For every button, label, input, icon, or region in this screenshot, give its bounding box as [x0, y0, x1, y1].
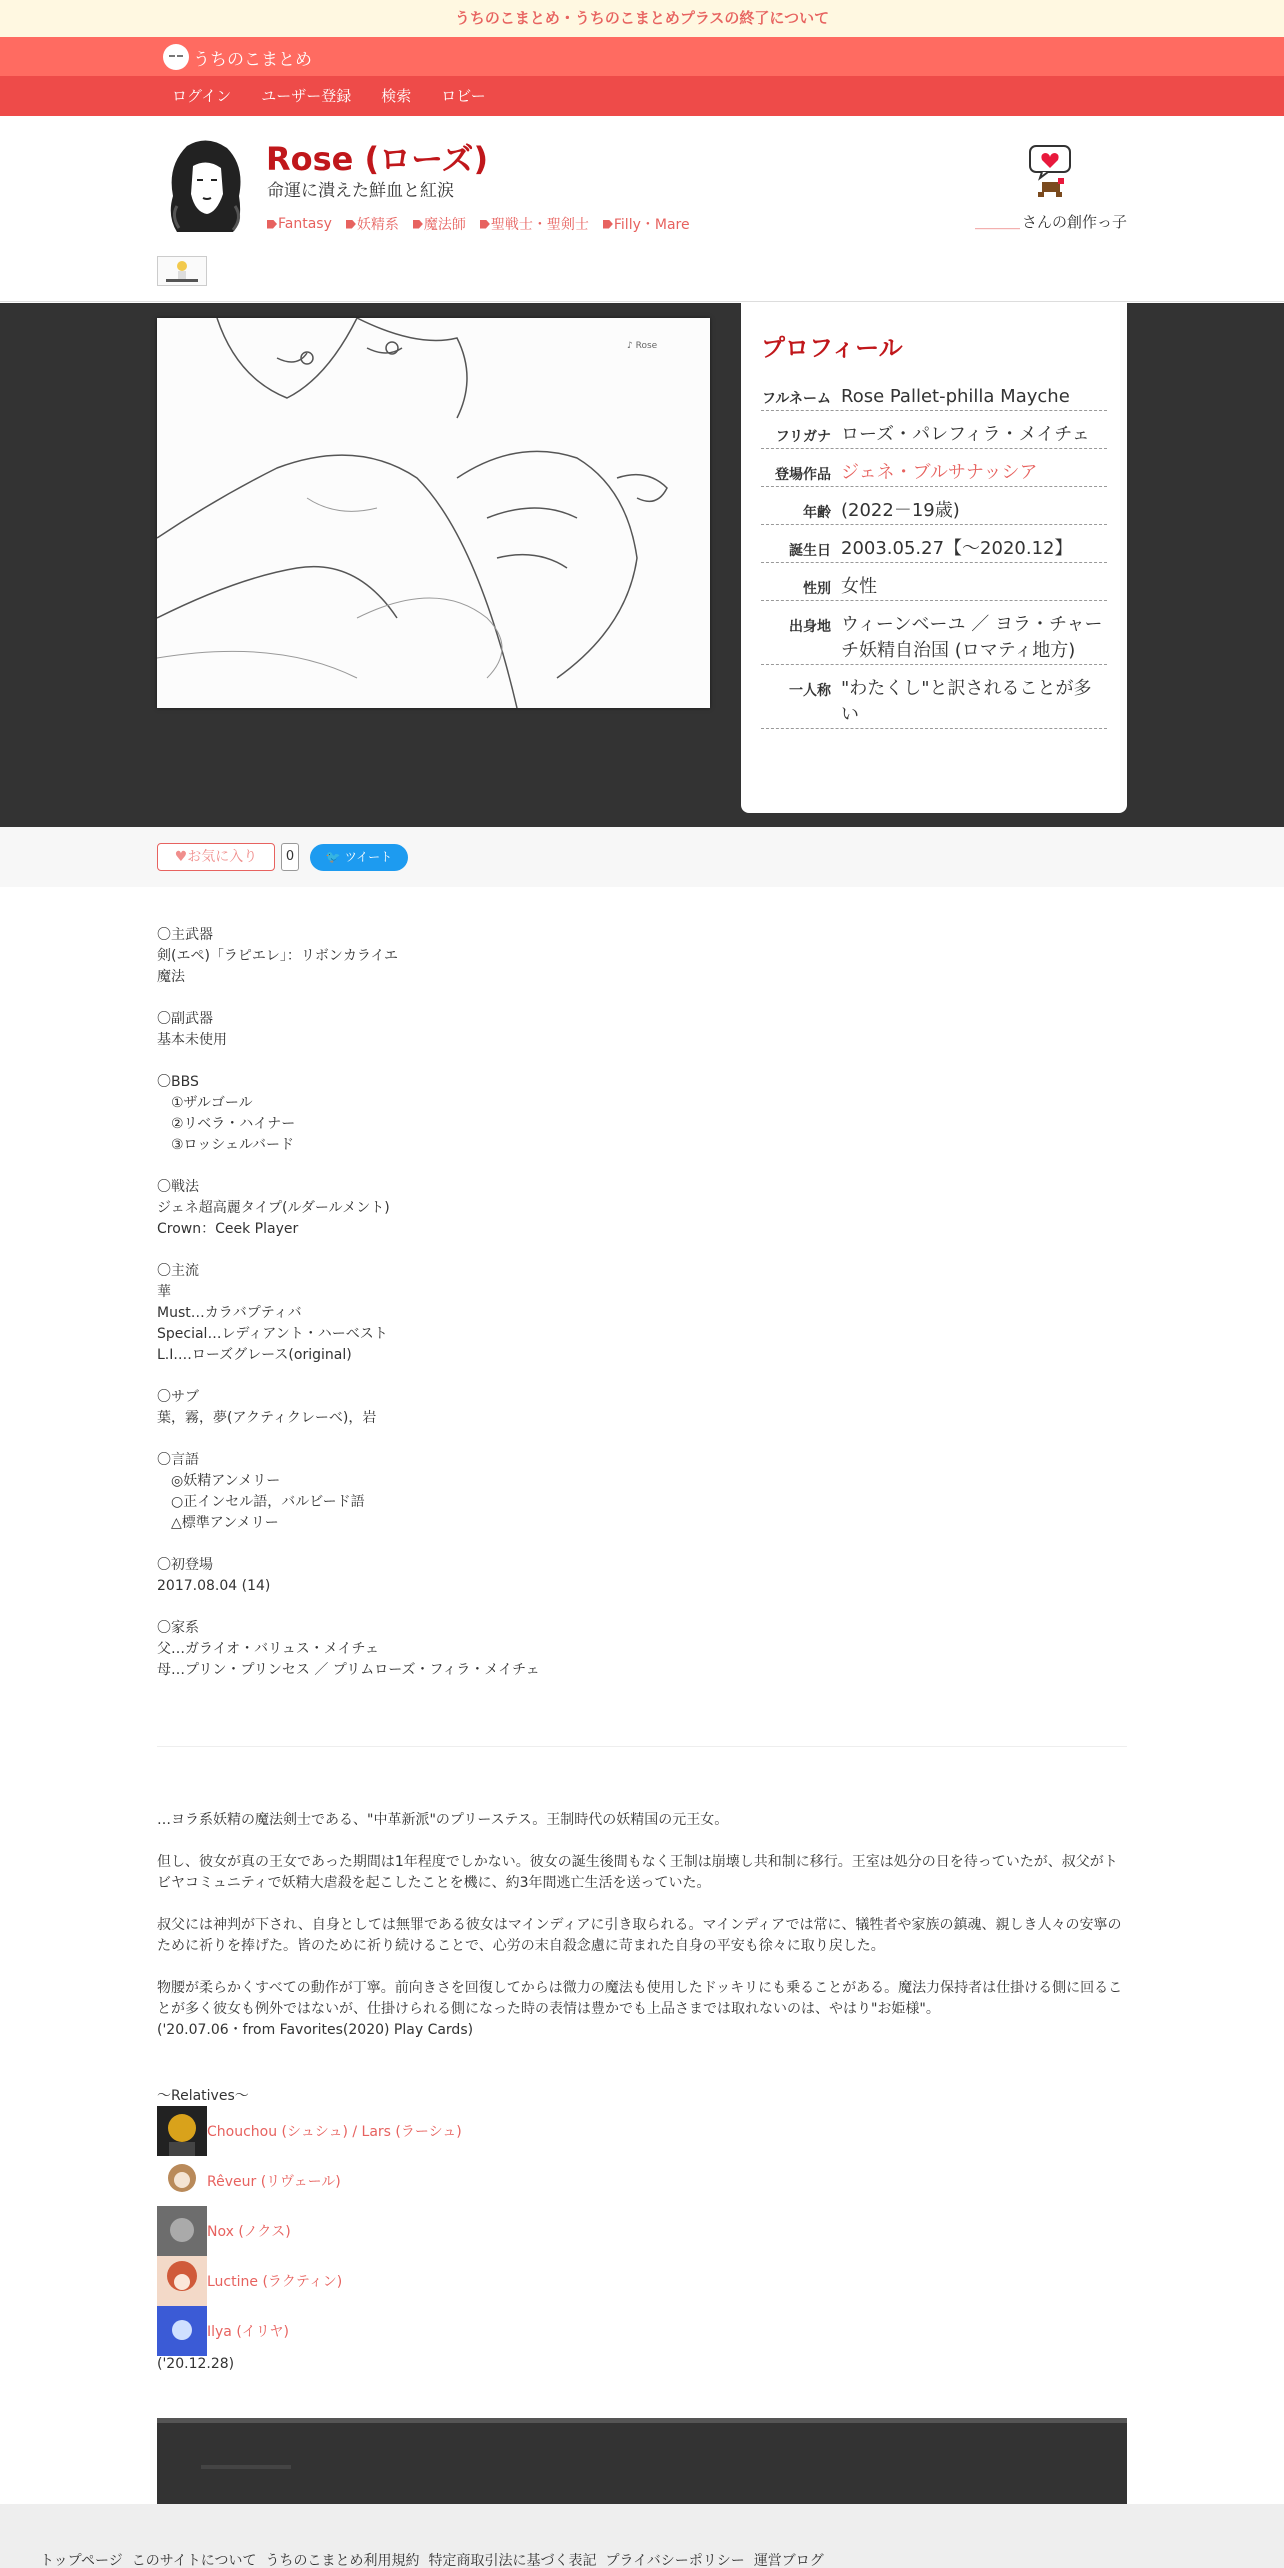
tag-fairy[interactable] — [346, 214, 399, 234]
profile-key: 誕生日 — [789, 543, 831, 559]
relative-avatar[interactable] — [157, 2106, 207, 2156]
tag-icon — [603, 220, 613, 229]
nav-register[interactable]: ユーザー登録 — [261, 87, 352, 105]
profile-key: フリガナ — [775, 429, 831, 445]
relative-link[interactable]: Nox (ノクス) — [207, 2224, 291, 2240]
tag-label: 妖精系 — [356, 217, 399, 233]
comment-panel — [157, 2418, 1127, 2504]
profile-value: ウィーンベーユ ／ ヨラ・チャーチ妖精自治国 (ロマティ地方) — [841, 614, 1103, 661]
character-avatar[interactable] — [157, 136, 255, 234]
tag-fantasy[interactable] — [267, 214, 332, 234]
character-header — [0, 116, 1284, 302]
nav-lobby[interactable]: ロビー — [441, 87, 486, 105]
character-name: Rose (ローズ) — [266, 140, 489, 178]
brand-face-icon — [163, 44, 189, 70]
relative-item — [157, 2156, 462, 2206]
brand-name: うちのこまとめ — [193, 49, 312, 70]
relatives-list — [157, 2106, 462, 2356]
footer-links — [40, 2550, 833, 2568]
relative-avatar[interactable] — [157, 2306, 207, 2356]
profile-value: (2022－19歳) — [841, 500, 960, 521]
tag-icon — [267, 220, 277, 229]
relative-item — [157, 2206, 462, 2256]
description-paragraph: 叔父には神判が下され、自身としては無罪である彼女はマインディアに引き取られる。マインディアでは常に、犠牲者や家族の鎮魂、親しき人々の安寧のために祈りを捧げた。皆のために祈り続けることで、心労の末自殺念慮に苛まれた自身の平安も徐々に取り戻した。 — [157, 1917, 1122, 1954]
site-footer — [0, 2504, 1284, 2568]
relatives-title: ～Relatives～ — [157, 2088, 249, 2104]
profile-row-pronoun — [761, 673, 1107, 729]
profile-key: 一人称 — [789, 683, 831, 699]
profile-key: 出身地 — [789, 619, 831, 635]
action-bar — [0, 827, 1284, 887]
description-paragraph: …ヨラ系妖精の魔法剣士である、"中革新派"のプリーステス。王制時代の妖精国の元王女。 — [157, 1812, 729, 1828]
character-details — [157, 925, 1127, 1681]
details-text: 〇主武器 剣(エペ)「ラピエレ」：リボンカライエ 魔法 〇副武器 基本未使用 〇BBS ①ザルゴール ②リベラ・ハイナー ③ロッシェルバード 〇戦法 ジェネ超高麗タイプ(ルダールメント) Crown：Ceek Player 〇主流 華 Must…カラバプティバ Special…レディアント・ハーベスト L.I.…ローズグレース(original) 〇サブ 葉，霧，夢(アクティクレーベ)，岩 〇言語 ◎妖精アンメリー ○正インセル語，バルビード語 △標準アンメリー 〇初登場 2017.08.04 (14) 〇家系 父…ガライオ・バリュス・メイチェ 母…プリン・プリンセス ／ プリムローズ・フィラ・メイチェ — [157, 927, 540, 1678]
heart-icon: ♥ — [174, 849, 188, 865]
footer-link-privacy[interactable]: プライバシーポリシー — [605, 2553, 745, 2568]
footer-link-commerce[interactable]: 特定商取引法に基づく表記 — [428, 2553, 597, 2568]
tag-holy-knight[interactable] — [480, 214, 589, 234]
tweet-label: ツイート — [344, 850, 393, 864]
panel-divider — [201, 2465, 291, 2469]
profile-key: 年齢 — [803, 505, 831, 521]
brand-bar — [0, 37, 1284, 76]
tag-list — [267, 214, 704, 234]
creator-credit — [975, 211, 1127, 232]
creator-heart-icon[interactable] — [1028, 144, 1074, 198]
profile-key: 登場作品 — [775, 467, 831, 483]
profile-title: プロフィール — [761, 334, 903, 362]
tweet-button[interactable] — [310, 844, 408, 871]
nav-search[interactable]: 検索 — [381, 87, 412, 105]
relative-link[interactable]: Luctine (ラクティン) — [207, 2274, 343, 2290]
profile-row-furigana — [761, 419, 1107, 449]
nav-bar — [0, 76, 1284, 116]
relative-link[interactable]: Chouchou (シュシュ) / Lars (ラーシュ) — [207, 2124, 462, 2140]
brand-logo-link[interactable] — [163, 44, 312, 70]
tag-label: Filly・Mare — [613, 217, 690, 233]
favorite-button[interactable] — [157, 843, 275, 871]
character-description — [157, 1810, 1127, 2062]
profile-row-birthday — [761, 533, 1107, 563]
svg-text:♪ Rose: ♪ Rose — [627, 341, 658, 351]
profile-series-link[interactable]: ジェネ・ブルサナッシア — [841, 462, 1038, 483]
profile-value: "わたくし"と訳されることが多い — [841, 678, 1092, 725]
tag-label: Fantasy — [278, 216, 332, 232]
relative-avatar[interactable] — [157, 2156, 207, 2206]
tag-mage[interactable] — [413, 214, 466, 234]
profile-value: 2003.05.27【～2020.12】 — [841, 538, 1073, 559]
profile-value: 女性 — [841, 576, 877, 597]
profile-row-series — [761, 457, 1107, 487]
description-paragraph: 物腰が柔らかくすべての動作が丁寧。前向きさを回復してからは微力の魔法も使用したドッキリにも乗ることがある。魔法力保持者は仕掛ける側に回ることが多く彼女も例外ではないが、仕掛けられる側になった時の表情は豊かでも上品さまでは取れないのは、やはり"お姫様"。 ('20.07.06・from Favorites(2020) Play Cards) — [157, 1980, 1123, 2038]
profile-row-birthplace — [761, 609, 1107, 665]
relative-link[interactable]: Rêveur (リヴェール) — [207, 2174, 341, 2190]
creator-name-link[interactable]: ＿＿＿ — [974, 213, 1020, 231]
profile-value: ローズ・パレフィラ・メイチェ — [841, 424, 1090, 445]
character-illustration[interactable] — [157, 318, 710, 708]
tag-label: 魔法師 — [423, 217, 466, 233]
relative-item — [157, 2256, 462, 2306]
tag-filly-mare[interactable] — [603, 214, 690, 234]
profile-row-age — [761, 495, 1107, 525]
site-notice-banner[interactable]: うちのこまとめ・うちのこまとめプラスの終了について — [0, 0, 1284, 37]
tag-icon — [480, 220, 490, 229]
footer-link-about[interactable]: このサイトについて — [131, 2553, 257, 2568]
favorite-count: 0 — [281, 843, 299, 871]
relatives-date: ('20.12.28) — [157, 2356, 235, 2372]
description-paragraph: 但し、彼女が真の王女であった期間は1年程度でしかない。彼女の誕生後間もなく王制は崩壊し共和制に移行。王室は処分の日を待っていたが、叔父がトビヤコミュニティで妖精大虐殺を起こしたことを機に、約3年間逃亡生活を送っていた。 — [157, 1854, 1118, 1891]
creator-suffix: さんの創作っ子 — [1021, 213, 1127, 231]
footer-link-terms[interactable]: うちのこまとめ利用規約 — [265, 2553, 420, 2568]
profile-key: フルネーム — [761, 391, 831, 407]
nav-menu — [157, 76, 501, 116]
character-subtitle: 命運に潰えた鮮血と紅涙 — [267, 181, 454, 201]
relative-item — [157, 2306, 462, 2356]
twitter-bird-icon: 🐦 — [325, 850, 341, 864]
tag-icon — [413, 220, 423, 229]
relative-avatar[interactable] — [157, 2206, 207, 2256]
section-divider — [157, 1746, 1127, 1747]
tag-icon — [346, 220, 356, 229]
character-thumbnail[interactable] — [157, 256, 207, 286]
profile-key: 性別 — [803, 581, 831, 597]
footer-link-blog[interactable]: 運営ブログ — [753, 2553, 824, 2568]
relative-item — [157, 2106, 462, 2156]
profile-card — [741, 303, 1127, 813]
footer-link-top[interactable]: トップページ — [40, 2553, 123, 2568]
profile-value: Rose Pallet-philla Mayche — [841, 386, 1070, 407]
profile-row-gender — [761, 571, 1107, 601]
profile-row-fullname — [761, 381, 1107, 411]
relative-avatar[interactable] — [157, 2256, 207, 2306]
favorite-label: お気に入り — [187, 849, 258, 865]
avatar-fill — [168, 2114, 196, 2142]
relative-link[interactable]: Ilya (イリヤ) — [207, 2324, 289, 2340]
hero-section — [0, 303, 1284, 827]
tag-label: 聖戦士・聖剣士 — [490, 217, 589, 233]
nav-login[interactable]: ログイン — [172, 87, 232, 105]
